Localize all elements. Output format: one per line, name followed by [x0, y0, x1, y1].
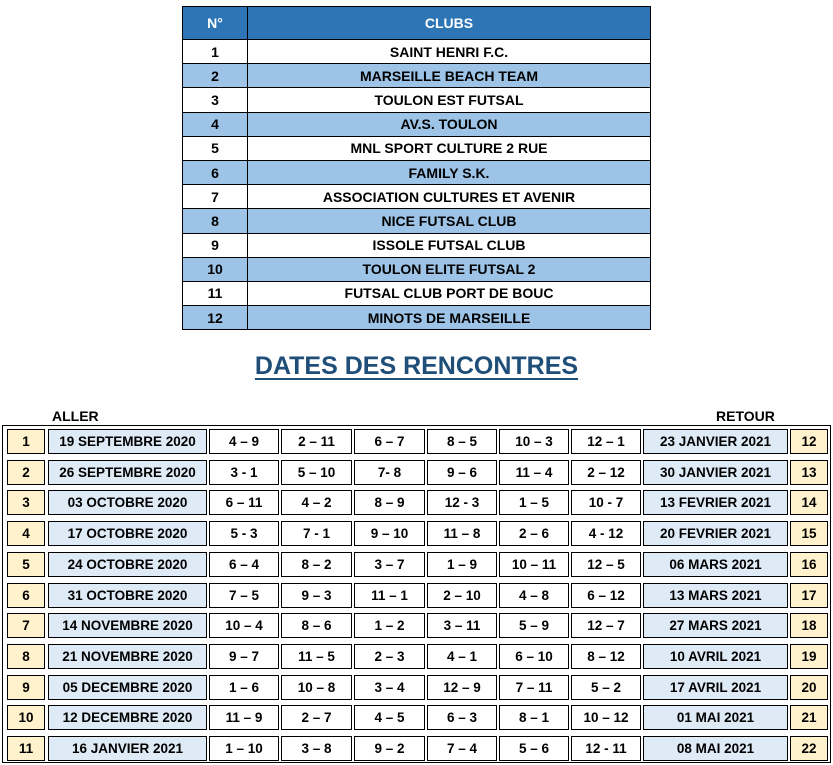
club-row — [183, 136, 651, 160]
match-pairing: 6 – 3 — [427, 705, 497, 730]
club-number: 7 — [183, 185, 248, 209]
match-pairing: 12 – 1 — [571, 429, 641, 454]
round-number-retour: 13 — [790, 460, 828, 485]
date-retour: 13 FEVRIER 2021 — [643, 490, 788, 515]
schedule-title: DATES DES RENCONTRES — [254, 352, 579, 380]
match-pairing: 4 – 8 — [499, 583, 569, 608]
date-retour: 01 MAI 2021 — [643, 705, 788, 730]
date-retour: 08 MAI 2021 — [643, 736, 788, 761]
match-pairing: 12 - 11 — [571, 736, 641, 761]
club-number: 11 — [183, 281, 248, 305]
schedule-row — [3, 610, 830, 641]
match-pairing: 9 – 3 — [281, 583, 352, 608]
club-name: FUTSAL CLUB PORT DE BOUC — [248, 281, 651, 305]
match-pairing: 8 – 1 — [499, 705, 569, 730]
schedule-row — [3, 549, 830, 580]
match-pairing: 7 – 11 — [499, 675, 569, 700]
date-retour: 10 AVRIL 2021 — [643, 644, 788, 669]
match-pairing: 1 – 2 — [354, 613, 425, 638]
date-aller: 14 NOVEMBRE 2020 — [48, 613, 207, 638]
date-aller: 24 OCTOBRE 2020 — [48, 552, 207, 577]
match-pairing: 2 – 10 — [427, 583, 497, 608]
clubs-body — [183, 40, 651, 330]
round-number-retour: 21 — [790, 705, 828, 730]
schedule-row — [3, 641, 830, 672]
match-pairing: 8 – 9 — [354, 490, 425, 515]
round-number-retour: 20 — [790, 675, 828, 700]
schedule-row — [3, 580, 830, 611]
clubs-header-number: N° — [183, 7, 248, 40]
match-pairing: 5 – 2 — [571, 675, 641, 700]
match-pairing: 3 – 7 — [354, 552, 425, 577]
round-number-retour: 12 — [790, 429, 828, 454]
round-number-retour: 15 — [790, 521, 828, 546]
club-number: 2 — [183, 64, 248, 88]
club-row — [183, 281, 651, 305]
club-row — [183, 233, 651, 257]
match-pairing: 3 – 11 — [427, 613, 497, 638]
match-pairing: 5 – 6 — [499, 736, 569, 761]
round-number: 4 — [7, 521, 45, 546]
date-aller: 31 OCTOBRE 2020 — [48, 583, 207, 608]
round-number: 11 — [7, 736, 45, 761]
club-number: 3 — [183, 88, 248, 112]
schedule-row — [3, 457, 830, 488]
match-pairing: 2 – 7 — [281, 705, 352, 730]
match-pairing: 8 – 12 — [571, 644, 641, 669]
match-pairing: 1 – 6 — [209, 675, 279, 700]
match-pairing: 2 – 6 — [499, 521, 569, 546]
date-retour: 17 AVRIL 2021 — [643, 675, 788, 700]
schedule-row — [3, 702, 830, 733]
club-row — [183, 185, 651, 209]
round-number-retour: 17 — [790, 583, 828, 608]
club-number: 1 — [183, 40, 248, 64]
match-pairing: 8 – 2 — [281, 552, 352, 577]
date-retour: 13 MARS 2021 — [643, 583, 788, 608]
schedule-row — [3, 518, 830, 549]
club-number: 10 — [183, 257, 248, 281]
match-pairing: 3 – 8 — [281, 736, 352, 761]
round-number: 1 — [7, 429, 45, 454]
date-retour: 30 JANVIER 2021 — [643, 460, 788, 485]
club-name: AV.S. TOULON — [248, 112, 651, 136]
match-pairing: 10 - 7 — [571, 490, 641, 515]
date-aller: 17 OCTOBRE 2020 — [48, 521, 207, 546]
date-aller: 21 NOVEMBRE 2020 — [48, 644, 207, 669]
match-pairing: 11 – 1 — [354, 583, 425, 608]
schedule-row — [3, 487, 830, 518]
club-name: MNL SPORT CULTURE 2 RUE — [248, 136, 651, 160]
match-pairing: 4 - 12 — [571, 521, 641, 546]
clubs-header-name: CLUBS — [248, 7, 651, 40]
date-retour: 23 JANVIER 2021 — [643, 429, 788, 454]
match-pairing: 9 – 2 — [354, 736, 425, 761]
match-pairing: 4 – 2 — [281, 490, 352, 515]
clubs-table — [182, 6, 651, 330]
club-name: TOULON ELITE FUTSAL 2 — [248, 257, 651, 281]
club-number: 5 — [183, 136, 248, 160]
retour-label: RETOUR — [716, 408, 775, 424]
club-name: SAINT HENRI F.C. — [248, 40, 651, 64]
match-pairing: 7- 8 — [354, 460, 425, 485]
match-pairing: 3 – 4 — [354, 675, 425, 700]
club-name: NICE FUTSAL CLUB — [248, 209, 651, 233]
round-number: 3 — [7, 490, 45, 515]
match-pairing: 12 – 5 — [571, 552, 641, 577]
match-pairing: 6 – 7 — [354, 429, 425, 454]
match-pairing: 4 – 1 — [427, 644, 497, 669]
match-pairing: 6 – 4 — [209, 552, 279, 577]
match-pairing: 10 – 12 — [571, 705, 641, 730]
match-pairing: 10 – 4 — [209, 613, 279, 638]
date-aller: 03 OCTOBRE 2020 — [48, 490, 207, 515]
round-number: 5 — [7, 552, 45, 577]
round-number-retour: 22 — [790, 736, 828, 761]
schedule-grid — [2, 425, 831, 763]
club-row — [183, 64, 651, 88]
club-row — [183, 209, 651, 233]
club-name: ASSOCIATION CULTURES ET AVENIR — [248, 185, 651, 209]
match-pairing: 11 – 9 — [209, 705, 279, 730]
round-number: 9 — [7, 675, 45, 700]
match-pairing: 6 – 11 — [209, 490, 279, 515]
date-aller: 19 SEPTEMBRE 2020 — [48, 429, 207, 454]
date-retour: 06 MARS 2021 — [643, 552, 788, 577]
clubs-header-row — [183, 7, 651, 40]
schedule-row — [3, 733, 830, 764]
round-number: 6 — [7, 583, 45, 608]
match-pairing: 8 – 6 — [281, 613, 352, 638]
match-pairing: 1 – 5 — [499, 490, 569, 515]
match-pairing: 7 - 1 — [281, 521, 352, 546]
match-pairing: 10 – 11 — [499, 552, 569, 577]
date-aller: 12 DECEMBRE 2020 — [48, 705, 207, 730]
match-pairing: 5 – 10 — [281, 460, 352, 485]
match-pairing: 12 – 9 — [427, 675, 497, 700]
match-pairing: 1 – 9 — [427, 552, 497, 577]
match-pairing: 11 – 8 — [427, 521, 497, 546]
round-number: 8 — [7, 644, 45, 669]
club-number: 12 — [183, 306, 248, 330]
schedule-row — [3, 672, 830, 703]
club-name: ISSOLE FUTSAL CLUB — [248, 233, 651, 257]
club-row — [183, 88, 651, 112]
club-row — [183, 160, 651, 184]
date-retour: 20 FEVRIER 2021 — [643, 521, 788, 546]
aller-label: ALLER — [52, 408, 99, 424]
match-pairing: 2 – 12 — [571, 460, 641, 485]
date-aller: 26 SEPTEMBRE 2020 — [48, 460, 207, 485]
round-number-retour: 18 — [790, 613, 828, 638]
club-name: MINOTS DE MARSEILLE — [248, 306, 651, 330]
match-pairing: 9 – 7 — [209, 644, 279, 669]
date-aller: 05 DECEMBRE 2020 — [48, 675, 207, 700]
round-number: 7 — [7, 613, 45, 638]
match-pairing: 9 – 10 — [354, 521, 425, 546]
schedule-row — [3, 426, 830, 457]
club-name: MARSEILLE BEACH TEAM — [248, 64, 651, 88]
match-pairing: 4 – 9 — [209, 429, 279, 454]
match-pairing: 6 – 10 — [499, 644, 569, 669]
match-pairing: 11 – 4 — [499, 460, 569, 485]
club-number: 6 — [183, 160, 248, 184]
date-retour: 27 MARS 2021 — [643, 613, 788, 638]
round-number: 2 — [7, 460, 45, 485]
match-pairing: 10 – 8 — [281, 675, 352, 700]
club-row — [183, 257, 651, 281]
club-number: 4 — [183, 112, 248, 136]
match-pairing: 6 – 12 — [571, 583, 641, 608]
round-number-retour: 19 — [790, 644, 828, 669]
match-pairing: 5 - 3 — [209, 521, 279, 546]
match-pairing: 8 – 5 — [427, 429, 497, 454]
club-number: 8 — [183, 209, 248, 233]
round-number-retour: 14 — [790, 490, 828, 515]
round-number: 10 — [7, 705, 45, 730]
match-pairing: 2 – 3 — [354, 644, 425, 669]
match-pairing: 3 - 1 — [209, 460, 279, 485]
club-name: TOULON EST FUTSAL — [248, 88, 651, 112]
match-pairing: 12 - 3 — [427, 490, 497, 515]
round-number-retour: 16 — [790, 552, 828, 577]
club-row — [183, 112, 651, 136]
match-pairing: 12 – 7 — [571, 613, 641, 638]
match-pairing: 5 – 9 — [499, 613, 569, 638]
date-aller: 16 JANVIER 2021 — [48, 736, 207, 761]
match-pairing: 1 – 10 — [209, 736, 279, 761]
match-pairing: 10 – 3 — [499, 429, 569, 454]
club-number: 9 — [183, 233, 248, 257]
match-pairing: 7 – 4 — [427, 736, 497, 761]
club-row — [183, 40, 651, 64]
match-pairing: 7 – 5 — [209, 583, 279, 608]
club-row — [183, 306, 651, 330]
match-pairing: 9 – 6 — [427, 460, 497, 485]
match-pairing: 2 – 11 — [281, 429, 352, 454]
match-pairing: 11 – 5 — [281, 644, 352, 669]
club-name: FAMILY S.K. — [248, 160, 651, 184]
match-pairing: 4 – 5 — [354, 705, 425, 730]
